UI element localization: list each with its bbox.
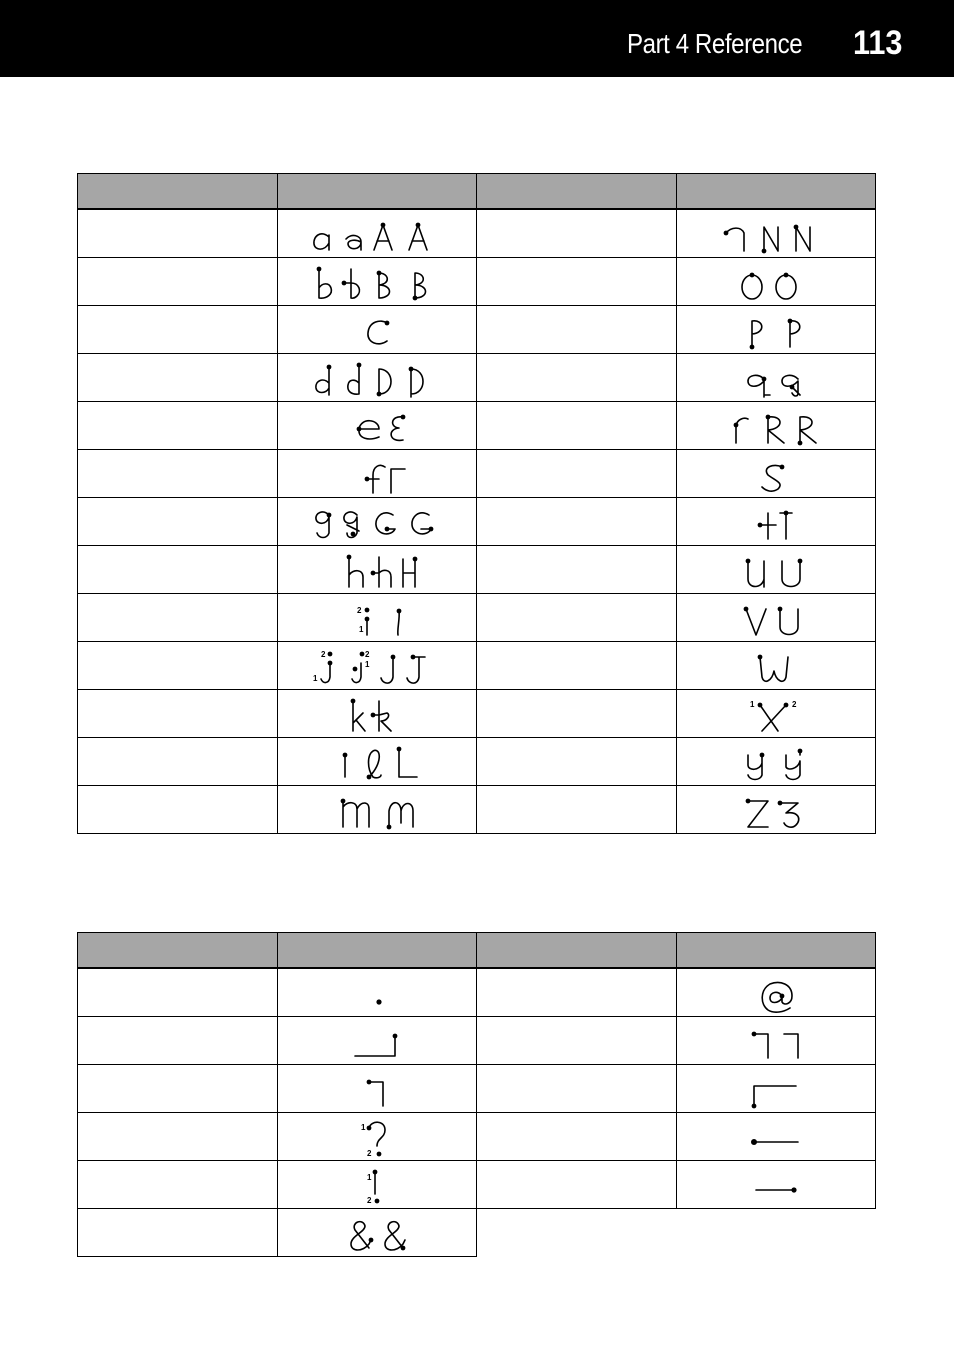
handwritten-o-strokes-icon [706, 261, 846, 303]
stroke-cell [677, 498, 876, 546]
label-cell [78, 1113, 278, 1161]
label-cell [477, 1017, 677, 1065]
letters-stroke-table [77, 173, 876, 834]
handwritten-w-strokes-icon [706, 645, 846, 687]
handwritten-at-sign-stroke-icon [706, 972, 846, 1014]
label-cell [477, 642, 677, 690]
letters-table-header-row [78, 174, 876, 210]
handwritten-g-strokes-icon [307, 501, 447, 543]
stroke-order-label: 1 [750, 699, 755, 709]
stroke-cell [677, 690, 876, 738]
stroke-cell [278, 594, 477, 642]
table-row [78, 968, 876, 1017]
table-row [78, 209, 876, 258]
label-cell [78, 738, 278, 786]
stroke-cell [278, 738, 477, 786]
handwritten-i-strokes-icon [307, 597, 447, 639]
label-cell [477, 258, 677, 306]
label-cell [78, 786, 278, 834]
stroke-order-label: 2 [367, 1148, 372, 1158]
symbols-stroke-table [77, 932, 876, 1257]
handwritten-v-strokes-icon [706, 597, 846, 639]
table-row [78, 258, 876, 306]
handwritten-space-stroke-icon [307, 1020, 447, 1062]
header-cell [78, 933, 278, 969]
label-cell [477, 594, 677, 642]
table-row [78, 594, 876, 642]
stroke-cell [677, 258, 876, 306]
header-cell [278, 174, 477, 210]
table-row [78, 1017, 876, 1065]
stroke-order-label: 2 [367, 1195, 372, 1205]
page-header [0, 0, 954, 77]
label-cell [78, 354, 278, 402]
table-row [78, 402, 876, 450]
header-cell [278, 933, 477, 969]
stroke-cell [278, 546, 477, 594]
label-cell [477, 690, 677, 738]
stroke-cell [677, 1065, 876, 1113]
handwritten-m-strokes-icon [307, 789, 447, 831]
stroke-cell [278, 642, 477, 690]
stroke-cell [677, 594, 876, 642]
stroke-order-label: 1 [361, 1122, 366, 1132]
handwritten-ampersand-strokes-icon [307, 1212, 447, 1254]
stroke-cell [278, 1161, 477, 1209]
stroke-cell [278, 786, 477, 834]
handwritten-r-strokes-icon [706, 405, 846, 447]
label-cell [477, 1161, 677, 1209]
handwritten-a-strokes-icon [307, 213, 447, 255]
stroke-cell [278, 968, 477, 1017]
table-row [78, 354, 876, 402]
stroke-cell [677, 1017, 876, 1065]
header-cell [677, 174, 876, 210]
header-page-number: 113 [853, 24, 903, 62]
stroke-order-label: 1 [367, 1172, 372, 1182]
label-cell [78, 690, 278, 738]
handwritten-h-strokes-icon [307, 549, 447, 591]
handwritten-e-strokes-icon [307, 405, 447, 447]
handwritten-t-strokes-icon [706, 501, 846, 543]
label-cell [477, 354, 677, 402]
header-cell [677, 933, 876, 969]
stroke-cell [677, 1113, 876, 1161]
stroke-cell [677, 546, 876, 594]
table-row [78, 546, 876, 594]
stroke-cell [278, 1113, 477, 1161]
header-cell [78, 174, 278, 210]
label-cell [78, 450, 278, 498]
handwritten-line-right-dot-stroke-icon [706, 1164, 846, 1206]
stroke-cell [677, 786, 876, 834]
stroke-cell [278, 306, 477, 354]
label-cell [477, 498, 677, 546]
handwritten-line-left-dot-stroke-icon [706, 1116, 846, 1158]
handwritten-s-strokes-icon [706, 453, 846, 495]
stroke-order-label: 2 [792, 699, 797, 709]
stroke-order-label: 2 [321, 649, 326, 659]
handwritten-q-strokes-icon [706, 357, 846, 399]
label-cell [477, 786, 677, 834]
label-cell [477, 306, 677, 354]
header-section-title: Part 4 Reference [627, 28, 803, 59]
handwritten-corner-up-stroke-icon [706, 1068, 846, 1110]
handwritten-double-corner-stroke-icon [706, 1020, 846, 1062]
label-cell [78, 642, 278, 690]
label-cell [78, 1017, 278, 1065]
label-cell [78, 546, 278, 594]
handwritten-c-strokes-icon [307, 309, 447, 351]
stroke-order-label: 1 [359, 624, 364, 634]
table-row [78, 642, 876, 690]
handwritten-b-strokes-icon [307, 261, 447, 303]
handwritten-l-strokes-icon [307, 741, 447, 783]
stroke-order-label: 2 [357, 605, 362, 615]
label-cell [78, 968, 278, 1017]
stroke-cell [278, 690, 477, 738]
label-cell [78, 306, 278, 354]
stroke-cell [278, 498, 477, 546]
stroke-cell [677, 209, 876, 258]
handwritten-f-strokes-icon [307, 453, 447, 495]
empty-cell [477, 1209, 677, 1257]
table-row [78, 1209, 876, 1257]
handwritten-question-mark-strokes-icon [307, 1116, 447, 1158]
stroke-cell [278, 1065, 477, 1113]
table-row [78, 738, 876, 786]
stroke-cell [677, 1161, 876, 1209]
label-cell [78, 1161, 278, 1209]
label-cell [78, 402, 278, 450]
table-row [78, 1113, 876, 1161]
label-cell [477, 1113, 677, 1161]
label-cell [477, 738, 677, 786]
table-row [78, 786, 876, 834]
label-cell [477, 546, 677, 594]
handwritten-k-strokes-icon [307, 693, 447, 735]
label-cell [78, 1209, 278, 1257]
table-row [78, 450, 876, 498]
label-cell [78, 498, 278, 546]
stroke-cell [278, 209, 477, 258]
stroke-cell [278, 354, 477, 402]
table-row [78, 1161, 876, 1209]
symbols-table-header-row [78, 933, 876, 969]
handwritten-x-strokes-icon [706, 693, 846, 735]
header-cell [477, 174, 677, 210]
stroke-cell [677, 354, 876, 402]
label-cell [78, 258, 278, 306]
label-cell [78, 1065, 278, 1113]
stroke-cell [677, 402, 876, 450]
label-cell [78, 594, 278, 642]
empty-cell [677, 1209, 876, 1257]
stroke-cell [677, 306, 876, 354]
header-cell [477, 933, 677, 969]
handwritten-n-strokes-icon [706, 213, 846, 255]
label-cell [78, 209, 278, 258]
stroke-order-label: 2 [365, 649, 370, 659]
handwritten-d-strokes-icon [307, 357, 447, 399]
handwritten-p-strokes-icon [706, 309, 846, 351]
stroke-order-label: 1 [313, 673, 318, 683]
stroke-order-label: 1 [365, 659, 370, 669]
table-row [78, 1065, 876, 1113]
stroke-cell [278, 1017, 477, 1065]
handwritten-period-stroke-icon [307, 972, 447, 1014]
handwritten-corner-down-stroke-icon [307, 1068, 447, 1110]
stroke-cell [278, 1209, 477, 1257]
stroke-cell [278, 402, 477, 450]
table-row [78, 306, 876, 354]
handwritten-y-strokes-icon [706, 741, 846, 783]
label-cell [477, 402, 677, 450]
handwritten-j-strokes-icon [307, 645, 447, 687]
handwritten-z-strokes-icon [706, 789, 846, 831]
handwritten-u-strokes-icon [706, 549, 846, 591]
label-cell [477, 209, 677, 258]
label-cell [477, 968, 677, 1017]
table-row [78, 690, 876, 738]
stroke-cell [677, 738, 876, 786]
table-row [78, 498, 876, 546]
stroke-cell [278, 258, 477, 306]
stroke-cell [677, 642, 876, 690]
stroke-cell [677, 450, 876, 498]
stroke-cell [278, 450, 477, 498]
handwritten-exclamation-strokes-icon [307, 1164, 447, 1206]
label-cell [477, 450, 677, 498]
stroke-cell [677, 968, 876, 1017]
label-cell [477, 1065, 677, 1113]
